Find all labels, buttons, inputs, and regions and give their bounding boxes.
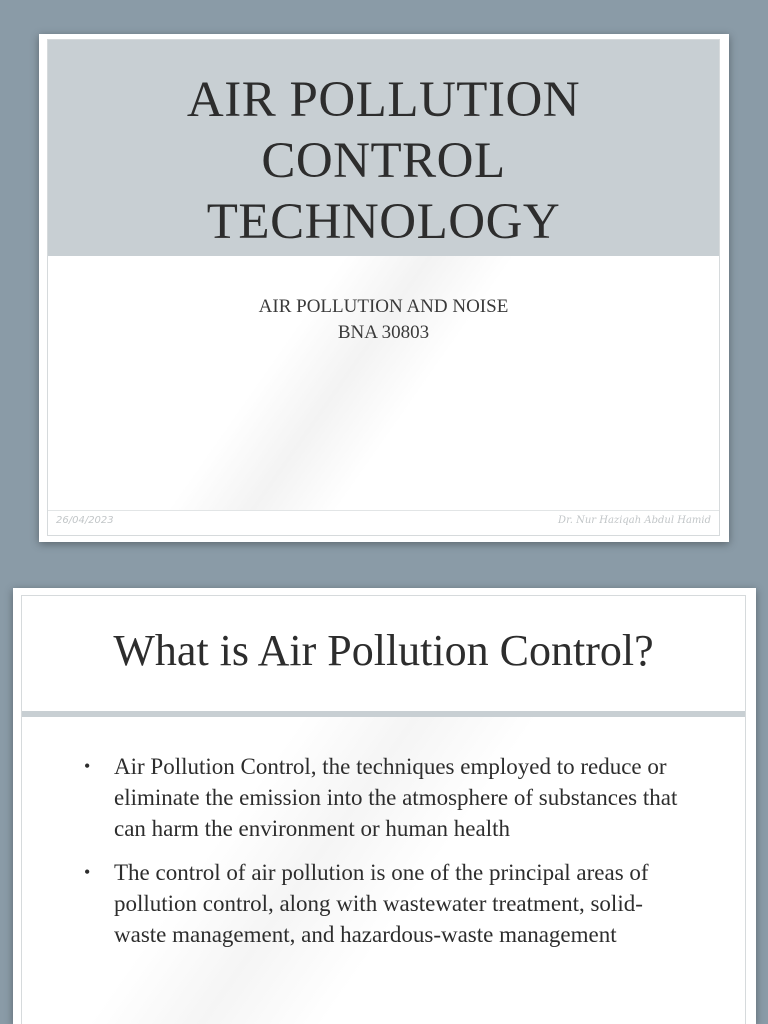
bullet-text: The control of air pollution is one of the principal areas of pollution control, along with wastewater treatment, solid-waste management, and hazardous-waste management xyxy=(114,860,649,947)
list-item xyxy=(84,857,695,950)
footer-date: 26/04/2023 xyxy=(56,515,114,526)
slide-heading: What is Air Pollution Control? xyxy=(113,626,654,675)
course-name: AIR POLLUTION AND NOISE xyxy=(258,296,509,317)
slide-subtitle xyxy=(48,294,719,346)
content-slide-frame xyxy=(21,595,746,1024)
slide-title-line: AIR POLLUTION xyxy=(186,72,581,128)
title-slide-body xyxy=(48,256,719,511)
heading-area xyxy=(22,596,745,711)
slide-footer xyxy=(48,510,719,535)
content-body xyxy=(22,717,745,1024)
course-code: BNA 30803 xyxy=(337,322,430,343)
list-item xyxy=(84,751,695,844)
title-slide-frame xyxy=(47,39,720,536)
slide-title-line: CONTROL xyxy=(261,133,506,189)
slide-title-line: TECHNOLOGY xyxy=(206,194,561,250)
bullet-list xyxy=(84,751,695,963)
bullet-text: Air Pollution Control, the techniques employed to reduce or eliminate the emission into the atmosphere of substances that can harm the environment or human health xyxy=(114,754,678,841)
footer-author: Dr. Nur Haziqah Abdul Hamid xyxy=(558,515,711,526)
slide-title xyxy=(48,70,719,253)
title-slide[interactable] xyxy=(39,34,729,542)
bullet-icon: • xyxy=(84,756,91,776)
title-band xyxy=(48,40,719,256)
bullet-icon: • xyxy=(84,862,91,882)
content-slide[interactable] xyxy=(13,588,756,1024)
